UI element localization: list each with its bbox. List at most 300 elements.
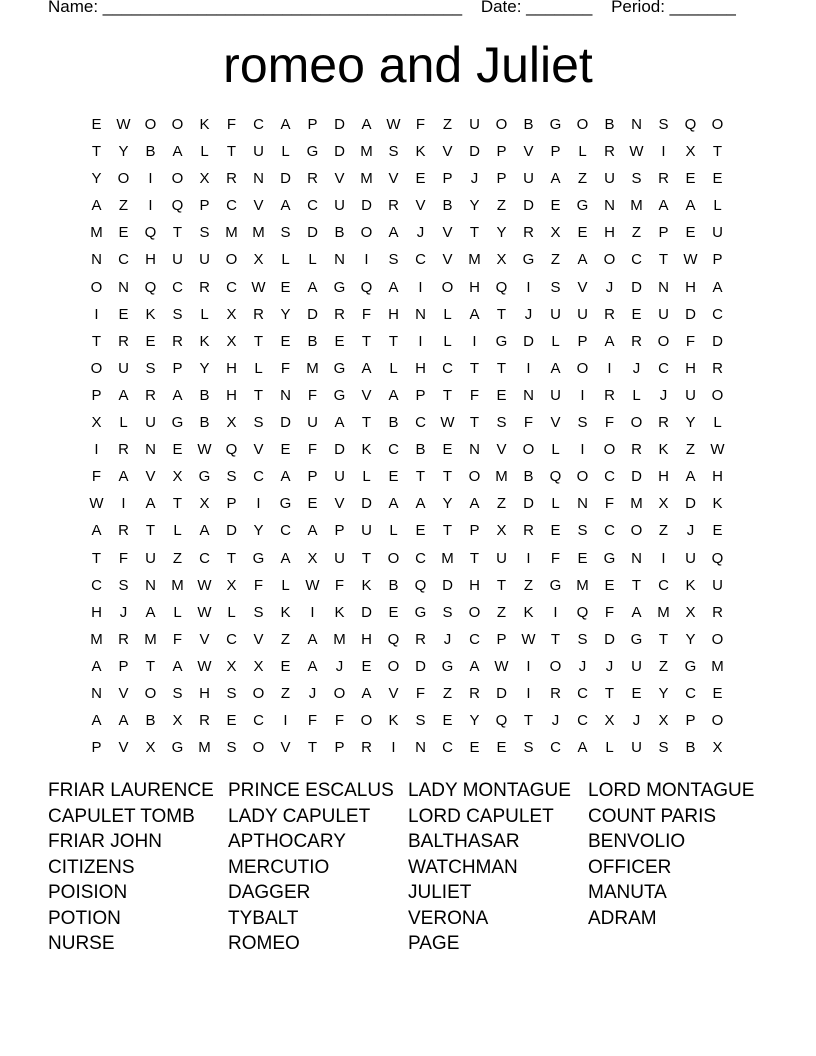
word-list (48, 778, 768, 957)
grid-letter: H (685, 278, 696, 296)
grid-letter: E (388, 603, 399, 621)
grid-letter: M (360, 143, 373, 161)
grid-letter: C (658, 359, 669, 377)
grid-letter: P (199, 197, 210, 215)
grid-letter: Z (280, 630, 291, 648)
grid-letter: V (253, 630, 264, 648)
grid-letter: U (631, 657, 642, 675)
grid-letter: P (307, 468, 318, 486)
grid-letter: A (415, 495, 426, 513)
grid-letter: E (442, 712, 453, 730)
grid-letter: C (280, 522, 291, 540)
grid-letter: C (253, 712, 264, 730)
grid-letter: N (658, 278, 669, 296)
grid-letter: T (307, 739, 318, 757)
grid-letter: O (711, 386, 724, 404)
grid-letter: J (470, 170, 479, 188)
grid-letter: R (388, 197, 399, 215)
grid-letter: A (334, 414, 345, 432)
grid-letter: P (334, 739, 345, 757)
grid-letter: O (711, 712, 724, 730)
grid-letter: D (334, 143, 345, 161)
grid-letter: O (441, 278, 454, 296)
grid-letter: P (496, 170, 507, 188)
grid-letter: R (712, 359, 723, 377)
grid-letter: V (442, 251, 453, 269)
grid-letter: G (171, 739, 184, 757)
grid-letter: A (118, 468, 129, 486)
grid-letter: K (685, 576, 696, 594)
grid-letter: A (658, 197, 669, 215)
grid-letter: T (496, 576, 507, 594)
grid-letter: W (116, 116, 131, 133)
grid-letter: N (145, 576, 156, 594)
grid-letter: X (199, 170, 210, 188)
grid-letter: D (334, 441, 345, 459)
grid-letter: U (253, 143, 264, 161)
grid-letter: N (118, 278, 129, 296)
grid-letter: T (145, 657, 156, 675)
grid-letter: T (631, 576, 642, 594)
grid-letter: Z (172, 549, 183, 567)
grid-letter: A (145, 603, 156, 621)
grid-letter: T (91, 143, 102, 161)
grid-letter: K (361, 576, 372, 594)
grid-letter: T (226, 143, 237, 161)
grid-letter: P (226, 495, 237, 513)
grid-letter: S (658, 739, 669, 757)
grid-letter: F (361, 305, 372, 323)
grid-letter: O (711, 630, 724, 648)
grid-letter: I (418, 278, 423, 296)
grid-letter: L (281, 576, 290, 594)
grid-letter: K (361, 441, 372, 459)
grid-letter: T (415, 468, 426, 486)
grid-letter: P (550, 143, 561, 161)
grid-letter: E (415, 522, 426, 540)
grid-letter: T (496, 359, 507, 377)
grid-letter: A (469, 495, 480, 513)
grid-letter: C (631, 251, 642, 269)
grid-letter: Q (360, 278, 373, 296)
grid-letter: M (90, 630, 103, 648)
grid-letter: F (334, 576, 345, 594)
grid-letter: N (604, 197, 615, 215)
grid-letter: O (225, 251, 238, 269)
grid-letter: R (658, 170, 669, 188)
grid-letter: H (415, 359, 426, 377)
grid-letter: S (658, 116, 669, 133)
grid-letter: N (91, 684, 102, 702)
grid-letter: B (685, 739, 696, 757)
grid-letter: G (684, 657, 697, 675)
grid-letter: L (173, 522, 182, 540)
grid-letter: J (686, 522, 695, 540)
grid-letter: E (550, 197, 561, 215)
grid-letter: A (388, 386, 399, 404)
grid-letter: I (607, 359, 612, 377)
grid-letter: G (171, 414, 184, 432)
grid-letter: L (308, 251, 317, 269)
grid-letter: U (631, 739, 642, 757)
word-list-item: DAGGER (228, 882, 311, 903)
grid-letter: W (494, 657, 509, 675)
grid-letter: E (172, 441, 183, 459)
grid-letter: U (469, 116, 480, 133)
grid-letter: X (658, 495, 669, 513)
grid-letter: E (334, 332, 345, 350)
word-list-item: PRINCE ESCALUS (228, 780, 394, 801)
grid-letter: T (442, 468, 453, 486)
grid-letter: Z (577, 170, 588, 188)
grid-letter: K (334, 603, 345, 621)
grid-letter: H (604, 224, 615, 242)
grid-letter: F (253, 576, 264, 594)
grid-letter: F (604, 495, 615, 513)
grid-letter: C (604, 522, 615, 540)
grid-letter: A (307, 522, 318, 540)
grid-letter: H (199, 684, 210, 702)
grid-letter: B (415, 441, 426, 459)
grid-letter: V (442, 224, 453, 242)
grid-letter: H (712, 468, 723, 486)
grid-letter: Z (442, 116, 453, 133)
grid-letter: W (197, 441, 212, 459)
grid-letter: Z (496, 603, 507, 621)
grid-letter: I (526, 657, 531, 675)
grid-letter: S (577, 522, 588, 540)
grid-letter: V (577, 278, 588, 296)
grid-letter: N (523, 386, 534, 404)
grid-letter: U (334, 549, 345, 567)
grid-letter: B (334, 224, 345, 242)
grid-letter: T (469, 549, 480, 567)
grid-letter: G (333, 278, 346, 296)
worksheet-header (48, 0, 736, 17)
word-list-item: FRIAR LAURENCE (48, 780, 214, 801)
grid-letter: L (605, 739, 614, 757)
grid-letter: K (523, 603, 534, 621)
grid-letter: E (145, 332, 156, 350)
grid-letter: F (550, 549, 561, 567)
grid-letter: I (526, 359, 531, 377)
grid-letter: O (171, 170, 184, 188)
grid-letter: D (442, 576, 453, 594)
grid-letter: Z (631, 224, 642, 242)
grid-letter: A (469, 657, 480, 675)
grid-letter: B (199, 386, 210, 404)
grid-letter: M (495, 468, 508, 486)
word-list-item: VERONA (408, 907, 489, 929)
grid-letter: I (391, 739, 396, 757)
grid-letter: E (496, 739, 507, 757)
grid-letter: O (144, 116, 157, 133)
grid-letter: W (197, 603, 212, 621)
word-list-item: CITIZENS (48, 856, 135, 878)
grid-letter: S (388, 143, 399, 161)
grid-letter: U (712, 576, 723, 594)
grid-letter: P (658, 224, 669, 242)
grid-letter: D (523, 495, 534, 513)
grid-letter: Z (658, 657, 669, 675)
grid-letter: Q (171, 197, 184, 215)
word-list-item: FRIAR JOHN (48, 831, 162, 852)
grid-letter: D (631, 278, 642, 296)
grid-letter: P (307, 116, 318, 133)
grid-letter: Q (495, 278, 508, 296)
grid-letter: L (254, 359, 263, 377)
grid-letter: P (577, 332, 588, 350)
grid-letter: Y (469, 197, 480, 215)
grid-letter: T (658, 251, 669, 269)
grid-letter: O (252, 739, 265, 757)
grid-letter: R (658, 414, 669, 432)
grid-letter: U (496, 549, 507, 567)
grid-letter: U (577, 305, 588, 323)
grid-letter: H (685, 359, 696, 377)
grid-letter: T (226, 549, 237, 567)
grid-letter: X (172, 712, 183, 730)
grid-letter: S (631, 170, 642, 188)
grid-letter: F (415, 684, 426, 702)
grid-letter: Q (684, 116, 697, 133)
grid-letter: L (443, 305, 452, 323)
grid-letter: R (118, 441, 129, 459)
grid-letter: B (388, 414, 399, 432)
grid-letter: P (415, 386, 426, 404)
grid-letter: I (526, 549, 531, 567)
grid-letter: W (305, 576, 320, 594)
word-search-grid (83, 111, 731, 761)
grid-letter: R (604, 143, 615, 161)
grid-letter: W (683, 251, 698, 269)
word-list-item: ROMEO (228, 933, 300, 954)
grid-letter: I (310, 603, 315, 621)
grid-letter: T (172, 495, 183, 513)
grid-letter: O (90, 278, 103, 296)
grid-letter: E (631, 305, 642, 323)
grid-letter: O (252, 684, 265, 702)
grid-letter: X (496, 522, 507, 540)
grid-letter: K (388, 712, 399, 730)
word-list-item: LADY MONTAGUE (408, 780, 571, 801)
grid-letter: L (281, 143, 290, 161)
grid-letter: L (227, 603, 236, 621)
grid-letter: T (523, 712, 534, 730)
grid-letter: U (334, 468, 345, 486)
grid-letter: U (118, 359, 129, 377)
grid-letter: G (630, 630, 643, 648)
grid-letter: K (415, 143, 426, 161)
grid-letter: E (280, 441, 291, 459)
grid-letter: G (306, 143, 319, 161)
grid-letter: U (523, 170, 534, 188)
grid-letter: L (578, 143, 587, 161)
grid-letter: W (521, 630, 536, 648)
grid-letter: M (252, 224, 265, 242)
grid-letter: A (118, 386, 129, 404)
grid-letter: E (712, 684, 723, 702)
grid-letter: E (307, 495, 318, 513)
word-list-item: LORD MONTAGUE (588, 780, 755, 801)
grid-letter: G (603, 549, 616, 567)
grid-letter: G (198, 468, 211, 486)
grid-letter: B (604, 116, 615, 133)
grid-letter: A (307, 630, 318, 648)
grid-letter: R (631, 332, 642, 350)
grid-letter: C (226, 197, 237, 215)
grid-letter: D (280, 170, 291, 188)
grid-letter: S (496, 414, 507, 432)
grid-letter: V (118, 684, 129, 702)
grid-letter: E (685, 170, 696, 188)
grid-letter: C (658, 576, 669, 594)
grid-letter: X (226, 576, 237, 594)
grid-letter: N (280, 386, 291, 404)
grid-letter: Q (711, 549, 724, 567)
grid-letter: K (145, 305, 156, 323)
grid-letter: Y (685, 630, 696, 648)
grid-letter: R (199, 278, 210, 296)
grid-letter: T (469, 359, 480, 377)
grid-letter: O (144, 684, 157, 702)
grid-letter: T (361, 332, 372, 350)
grid-letter: T (91, 332, 102, 350)
grid-letter: Z (658, 522, 669, 540)
grid-letter: Y (199, 359, 210, 377)
period-field-label: Period: _______ (611, 0, 736, 16)
grid-letter: V (550, 414, 561, 432)
grid-letter: X (226, 657, 237, 675)
grid-letter: Y (442, 495, 453, 513)
grid-letter: D (523, 332, 534, 350)
grid-letter: I (661, 549, 666, 567)
grid-letter: P (334, 522, 345, 540)
grid-letter: U (550, 305, 561, 323)
grid-letter: D (280, 414, 291, 432)
grid-letter: X (685, 603, 696, 621)
word-list-item: WATCHMAN (408, 856, 518, 878)
grid-letter: E (631, 684, 642, 702)
grid-letter: R (604, 386, 615, 404)
grid-letter: E (118, 224, 129, 242)
grid-letter: N (145, 441, 156, 459)
grid-letter: L (200, 305, 209, 323)
grid-letter: O (576, 359, 589, 377)
word-list-item: POTION (48, 907, 121, 929)
grid-letter: A (307, 278, 318, 296)
grid-letter: H (226, 359, 237, 377)
grid-letter: C (253, 468, 264, 486)
grid-letter: A (91, 657, 102, 675)
grid-letter: O (576, 468, 589, 486)
grid-letter: U (361, 522, 372, 540)
grid-letter: C (577, 684, 588, 702)
grid-letter: J (443, 630, 452, 648)
grid-letter: X (604, 712, 615, 730)
grid-letter: Q (495, 712, 508, 730)
grid-letter: E (604, 576, 615, 594)
grid-letter: X (685, 143, 696, 161)
grid-letter: P (442, 170, 453, 188)
grid-letter: J (416, 224, 425, 242)
grid-letter: G (441, 657, 454, 675)
grid-letter: J (605, 657, 614, 675)
grid-letter: M (333, 630, 346, 648)
grid-letter: X (145, 739, 156, 757)
grid-letter: N (415, 739, 426, 757)
grid-letter: J (308, 684, 317, 702)
grid-letter: S (442, 603, 453, 621)
grid-letter: O (630, 414, 643, 432)
grid-letter: O (90, 359, 103, 377)
grid-letter: E (280, 278, 291, 296)
grid-letter: M (225, 224, 238, 242)
grid-letter: I (553, 603, 558, 621)
grid-letter: I (148, 197, 153, 215)
grid-letter: C (307, 197, 318, 215)
grid-letter: I (364, 251, 369, 269)
grid-letter: Q (549, 468, 562, 486)
grid-letter: F (226, 116, 237, 133)
grid-letter: V (199, 630, 210, 648)
grid-letter: Z (442, 684, 453, 702)
grid-letter: C (199, 549, 210, 567)
grid-letter: P (685, 712, 696, 730)
grid-letter: N (415, 305, 426, 323)
grid-letter: J (524, 305, 533, 323)
grid-letter: F (334, 712, 345, 730)
grid-letter: L (551, 332, 560, 350)
grid-letter: D (361, 495, 372, 513)
grid-letter: M (630, 197, 643, 215)
grid-letter: D (604, 630, 615, 648)
grid-letter: G (414, 603, 427, 621)
grid-letter: D (334, 116, 345, 133)
grid-letter: X (226, 305, 237, 323)
grid-letter: P (712, 251, 723, 269)
grid-letter: R (550, 684, 561, 702)
grid-letter: W (197, 576, 212, 594)
grid-letter: S (118, 576, 129, 594)
grid-letter: W (197, 657, 212, 675)
grid-letter: F (280, 359, 291, 377)
grid-letter: T (145, 522, 156, 540)
grid-letter: N (577, 495, 588, 513)
grid-letter: R (712, 603, 723, 621)
grid-letter: D (361, 197, 372, 215)
grid-letter: F (415, 116, 426, 133)
word-list-item: BENVOLIO (588, 831, 686, 852)
grid-letter: U (685, 549, 696, 567)
grid-letter: N (91, 251, 102, 269)
grid-letter: Y (496, 224, 507, 242)
grid-letter: O (630, 522, 643, 540)
grid-letter: D (712, 332, 723, 350)
grid-letter: E (280, 657, 291, 675)
grid-letter: A (604, 332, 615, 350)
grid-letter: V (253, 441, 264, 459)
grid-letter: P (172, 359, 183, 377)
grid-letter: C (415, 549, 426, 567)
grid-letter: V (442, 143, 453, 161)
grid-letter: B (442, 197, 453, 215)
grid-letter: I (121, 495, 126, 513)
grid-letter: R (334, 305, 345, 323)
grid-letter: E (577, 224, 588, 242)
grid-letter: O (495, 116, 508, 133)
grid-letter: C (550, 739, 561, 757)
